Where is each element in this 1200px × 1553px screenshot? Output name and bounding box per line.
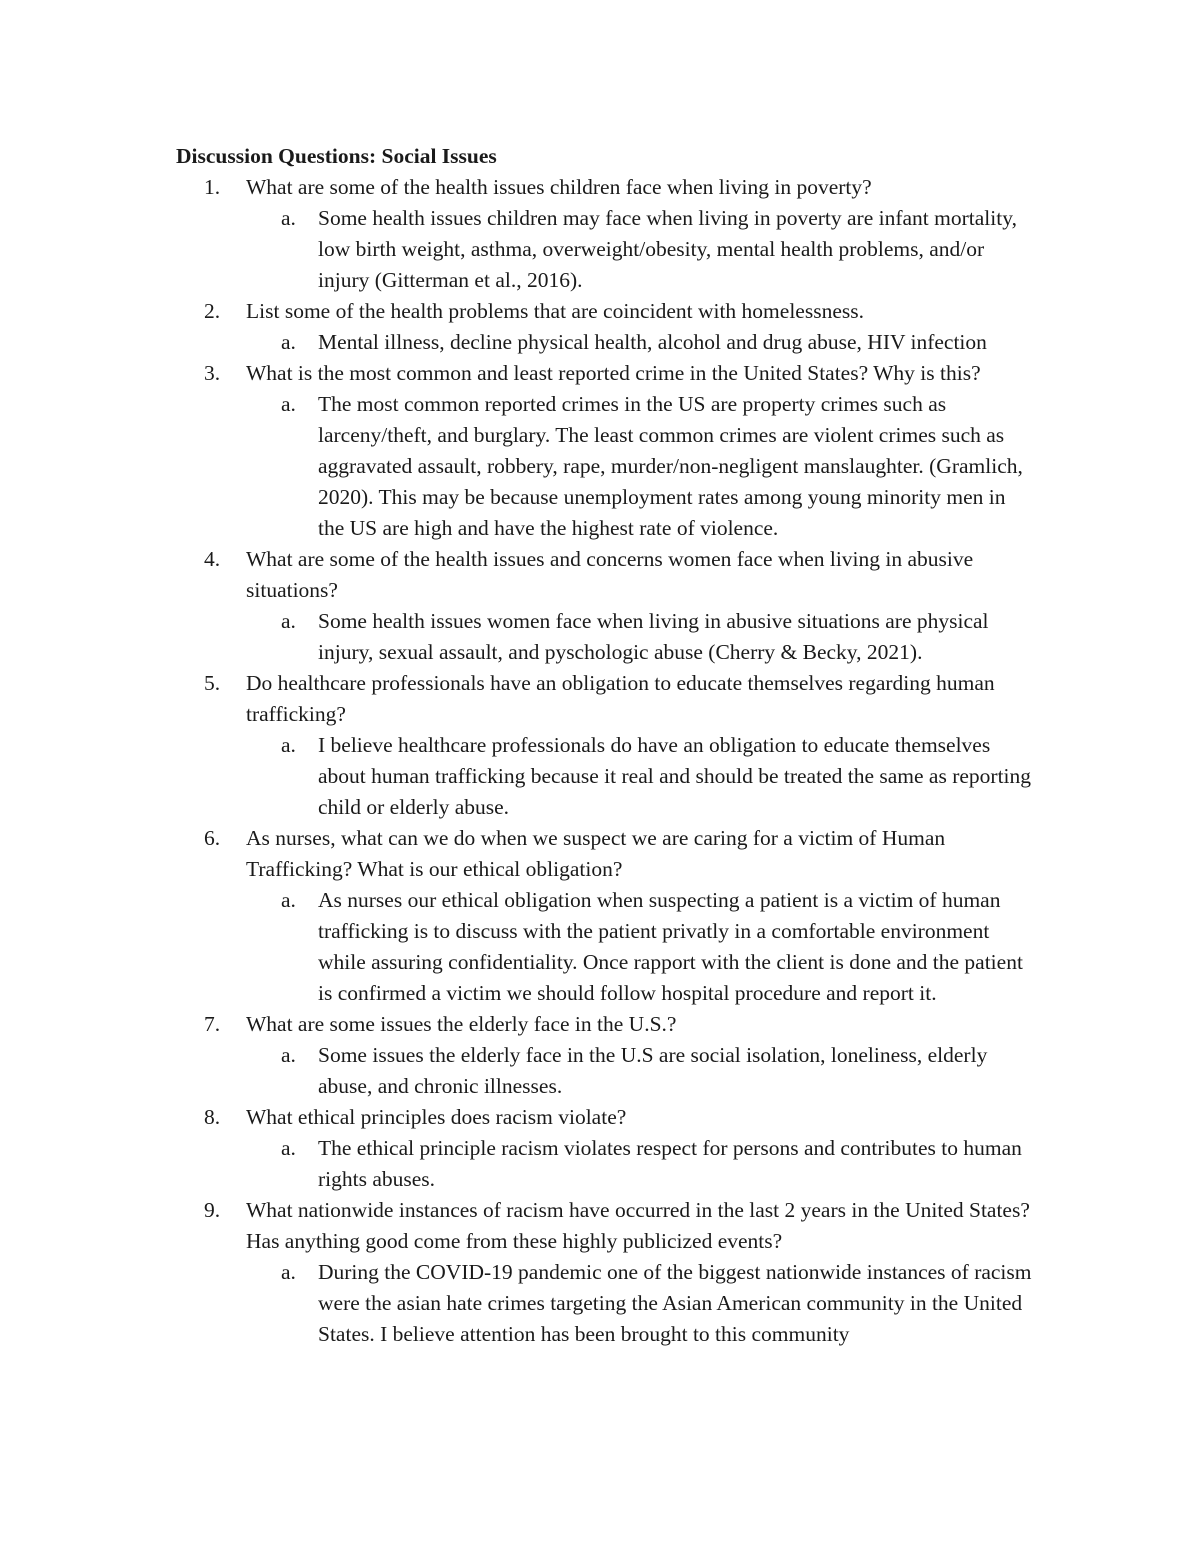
answer-text: Some health issues women face when living in abusive situations are physical injury, sexual assault, and pyschologic abuse (Cherry & Becky, 2021). <box>318 609 989 664</box>
question-number: 7. <box>204 1012 221 1036</box>
answer-letter: a. <box>281 733 296 757</box>
question-number: 1. <box>204 175 221 199</box>
answer-letter: a. <box>281 609 296 633</box>
question-number: 2. <box>204 299 221 323</box>
answer-text: Mental illness, decline physical health, alcohol and drug abuse, HIV infection <box>318 330 987 354</box>
document-body <box>176 141 1036 1350</box>
question-text: What are some issues the elderly face in the U.S.? <box>246 1012 677 1036</box>
answer-letter: a. <box>281 1043 296 1067</box>
answer-item <box>176 1040 1036 1102</box>
answer-text: The ethical principle racism violates respect for persons and contributes to human rights abuses. <box>318 1136 1022 1191</box>
answer-text: As nurses our ethical obligation when suspecting a patient is a victim of human trafficking is to discuss with the patient privatly in a comfortable environment while assuring confidentiality. Once rapport with the client is done and the patient is confirmed a victim we should follow hospital procedure and report it. <box>318 888 1023 1005</box>
question-number: 5. <box>204 671 221 695</box>
question-item <box>176 358 1036 389</box>
answer-text: During the COVID-19 pandemic one of the biggest nationwide instances of racism were the asian hate crimes targeting the Asian American community in the United States. I believe attention has been brought to this community <box>318 1260 1032 1346</box>
answer-text: The most common reported crimes in the US are property crimes such as larceny/theft, and burglary. The least common crimes are violent crimes such as aggravated assault, robbery, rape, murder/non-negligent manslaughter. (Gramlich, 2020). This may be because unemployment rates among young minority men in the US are high and have the highest rate of violence. <box>318 392 1023 540</box>
question-text: List some of the health problems that are coincident with homelessness. <box>246 299 864 323</box>
answer-item <box>176 203 1036 296</box>
question-number: 3. <box>204 361 221 385</box>
answer-letter: a. <box>281 330 296 354</box>
question-text: What are some of the health issues and concerns women face when living in abusive situations? <box>246 547 974 602</box>
answer-item <box>176 1257 1036 1350</box>
question-number: 4. <box>204 547 221 571</box>
question-item <box>176 1195 1036 1257</box>
answer-letter: a. <box>281 206 296 230</box>
question-text: What ethical principles does racism violate? <box>246 1105 627 1129</box>
question-text: What are some of the health issues children face when living in poverty? <box>246 175 872 199</box>
answer-letter: a. <box>281 888 296 912</box>
page-title: Discussion Questions: Social Issues <box>176 144 497 168</box>
question-text: What is the most common and least reported crime in the United States? Why is this? <box>246 361 981 385</box>
answer-item <box>176 606 1036 668</box>
answer-letter: a. <box>281 392 296 416</box>
question-item <box>176 172 1036 203</box>
answer-text: Some issues the elderly face in the U.S are social isolation, loneliness, elderly abuse, and chronic illnesses. <box>318 1043 988 1098</box>
answer-text: I believe healthcare professionals do have an obligation to educate themselves about human trafficking because it real and should be treated the same as reporting child or elderly abuse. <box>318 733 1032 819</box>
question-item <box>176 296 1036 327</box>
answer-item <box>176 327 1036 358</box>
question-text: As nurses, what can we do when we suspect we are caring for a victim of Human Trafficking? What is our ethical obligation? <box>246 826 946 881</box>
question-item <box>176 1009 1036 1040</box>
question-list <box>176 172 1036 1350</box>
answer-item <box>176 389 1036 544</box>
question-item <box>176 544 1036 606</box>
answer-item <box>176 730 1036 823</box>
answer-letter: a. <box>281 1136 296 1160</box>
question-number: 6. <box>204 826 221 850</box>
question-text: Do healthcare professionals have an obligation to educate themselves regarding human trafficking? <box>246 671 995 726</box>
answer-item <box>176 885 1036 1009</box>
answer-letter: a. <box>281 1260 296 1284</box>
answer-text: Some health issues children may face when living in poverty are infant mortality, low birth weight, asthma, overweight/obesity, mental health problems, and/or injury (Gitterman et al., 2016). <box>318 206 1017 292</box>
question-item <box>176 1102 1036 1133</box>
question-number: 8. <box>204 1105 221 1129</box>
question-item <box>176 668 1036 730</box>
question-text: What nationwide instances of racism have occurred in the last 2 years in the United States? Has anything good come from these highly publicized events? <box>246 1198 1030 1253</box>
question-number: 9. <box>204 1198 221 1222</box>
answer-item <box>176 1133 1036 1195</box>
question-item <box>176 823 1036 885</box>
